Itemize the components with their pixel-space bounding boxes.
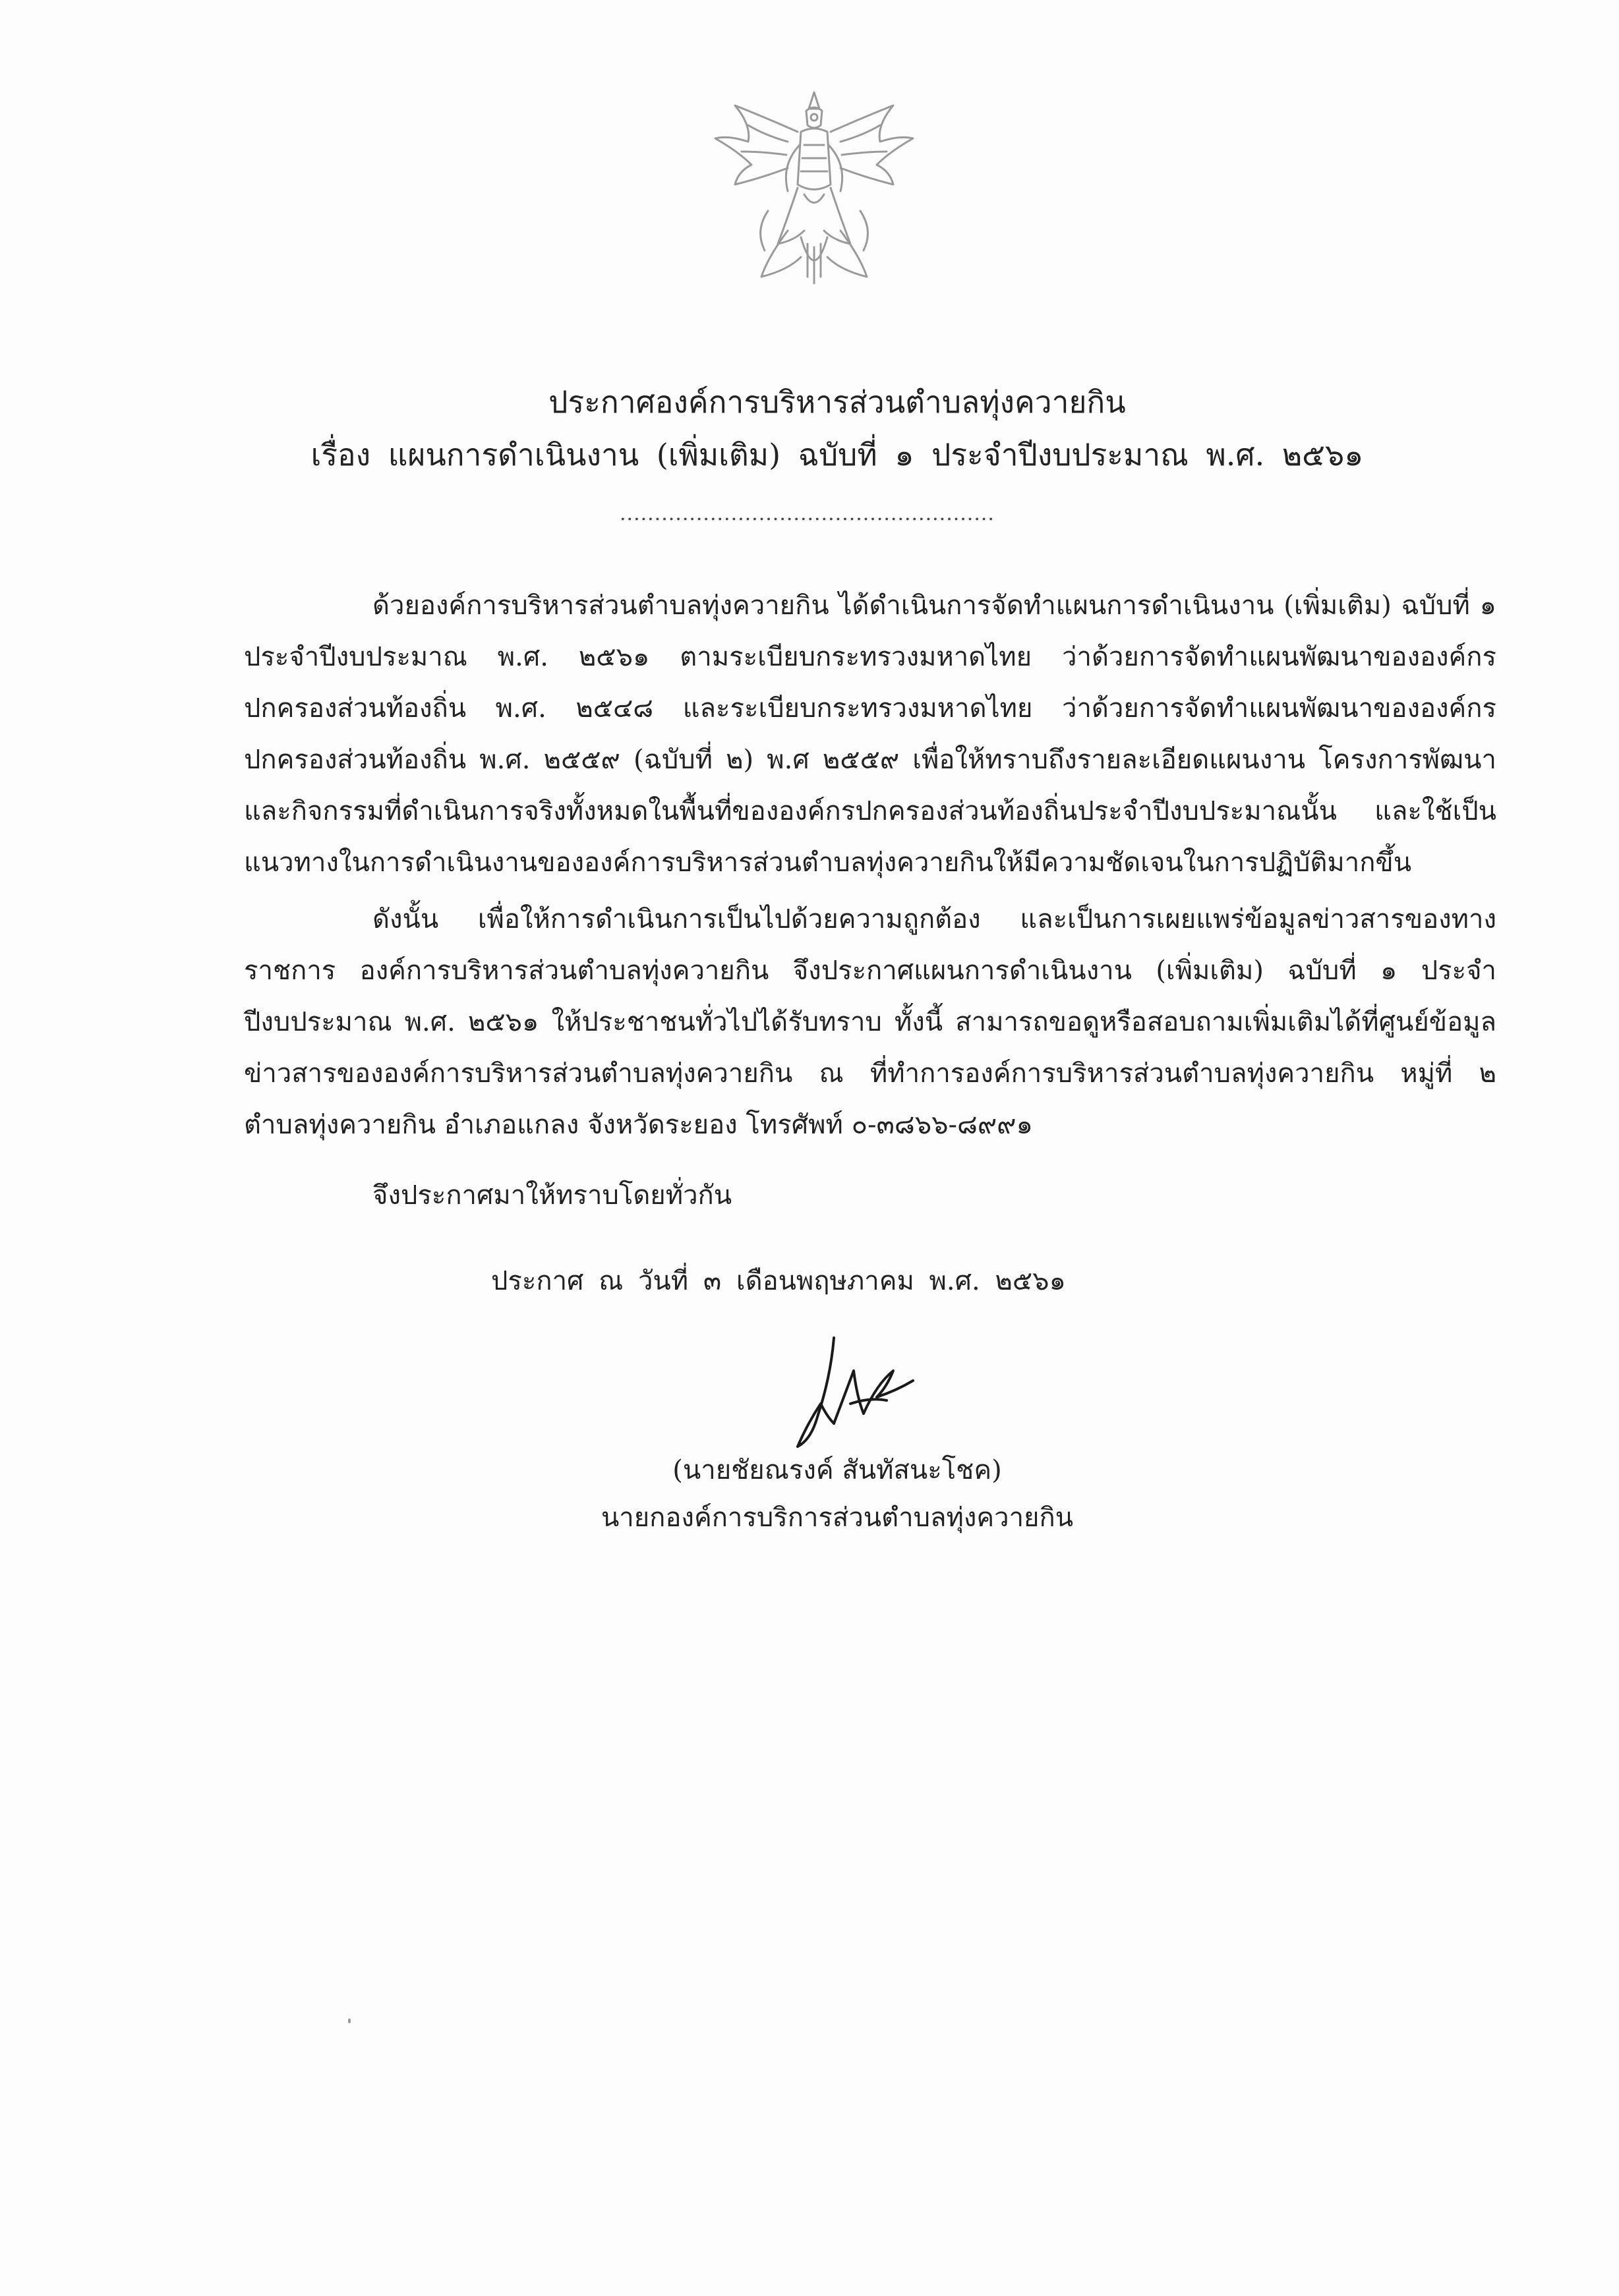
announcement-date: ประกาศ ณ วันที่ ๓ เดือนพฤษภาคม พ.ศ. ๒๕๖๑ — [491, 1266, 1066, 1296]
signer-block — [541, 1447, 1134, 1541]
announcement-body — [244, 580, 1496, 1156]
signer-position: นายกองค์การบริการส่วนตำบลทุ่งควายกิน — [601, 1503, 1074, 1533]
closing-statement: จึงประกาศมาให้ทราบโดยทั่วกัน — [372, 1180, 732, 1211]
title-separator: ...................................................... — [620, 502, 995, 525]
body-paragraph-2: ดังนั้น เพื่อให้การดำเนินการเป็นไปด้วยความถูกต้อง และเป็นการเผยแพร่ข้อมูลข่าวสารของทางราชการ องค์การบริหารส่วนตำบลทุ่งควายกิน จึงประกาศแผนการดำเนินงาน (เพิ่มเติม) ฉบับที่ ๑ ประจำปีงบประมาณ พ.ศ. ๒๕๖๑ ให้ประชาชนทั่วไปได้รับทราบ ทั้งนี้ สามารถขอดูหรือสอบถามเพิ่มเติมได้ที่ศูนย์ข้อมูลข่าวสารขององค์การบริหารส่วนตำบลทุ่งควายกิน ณ ที่ทำการองค์การบริหารส่วนตำบลทุ่งควายกิน หมู่ที่ ๒ ตำบลทุ่งควายกิน อำเภอแกลง จังหวัดระยอง โทรศัพท์ ๐-๓๘๖๖-๘๙๙๑ — [244, 904, 1496, 1140]
announcement-title — [237, 376, 1437, 481]
scan-speck — [348, 2019, 351, 2023]
signer-name: (นายชัยณรงค์ สันทัสนะโชค) — [672, 1455, 1002, 1485]
title-issuer: ประกาศองค์การบริหารส่วนตำบลทุ่งควายกิน — [548, 384, 1126, 420]
body-paragraph-1: ด้วยองค์การบริหารส่วนตำบลทุ่งควายกิน ได้ดำเนินการจัดทำแผนการดำเนินงาน (เพิ่มเติม) ฉบับที่ ๑ ประจำปีงบประมาณ พ.ศ. ๒๕๖๑ ตามระเบียบกระทรวงมหาดไทย ว่าด้วยการจัดทำแผนพัฒนาขององค์กรปกครองส่วนท้องถิ่น พ.ศ. ๒๕๔๘ และระเบียบกระทรวงมหาดไทย ว่าด้วยการจัดทำแผนพัฒนาขององค์กรปกครองส่วนท้องถิ่น พ.ศ. ๒๕๕๙ (ฉบับที่ ๒) พ.ศ ๒๕๕๙ เพื่อให้ทราบถึงรายละเอียดแผนงาน โครงการพัฒนาและกิจกรรมที่ดำเนินการจริงทั้งหมดในพื้นที่ขององค์กรปกครองส่วนท้องถิ่นประจำปีงบประมาณนั้น และใช้เป็นแนวทางในการดำเนินงานขององค์การบริหารส่วนตำบลทุ่งควายกินให้มีความชัดเจนในการปฏิบัติมากขึ้น — [244, 590, 1496, 878]
garuda-emblem-icon — [689, 79, 939, 316]
handwritten-signature — [771, 1325, 936, 1456]
title-subject: เรื่อง แผนการดำเนินงาน (เพิ่มเติม) ฉบับที่ ๑ ประจำปีงบประมาณ พ.ศ. ๒๕๖๑ — [310, 437, 1364, 473]
